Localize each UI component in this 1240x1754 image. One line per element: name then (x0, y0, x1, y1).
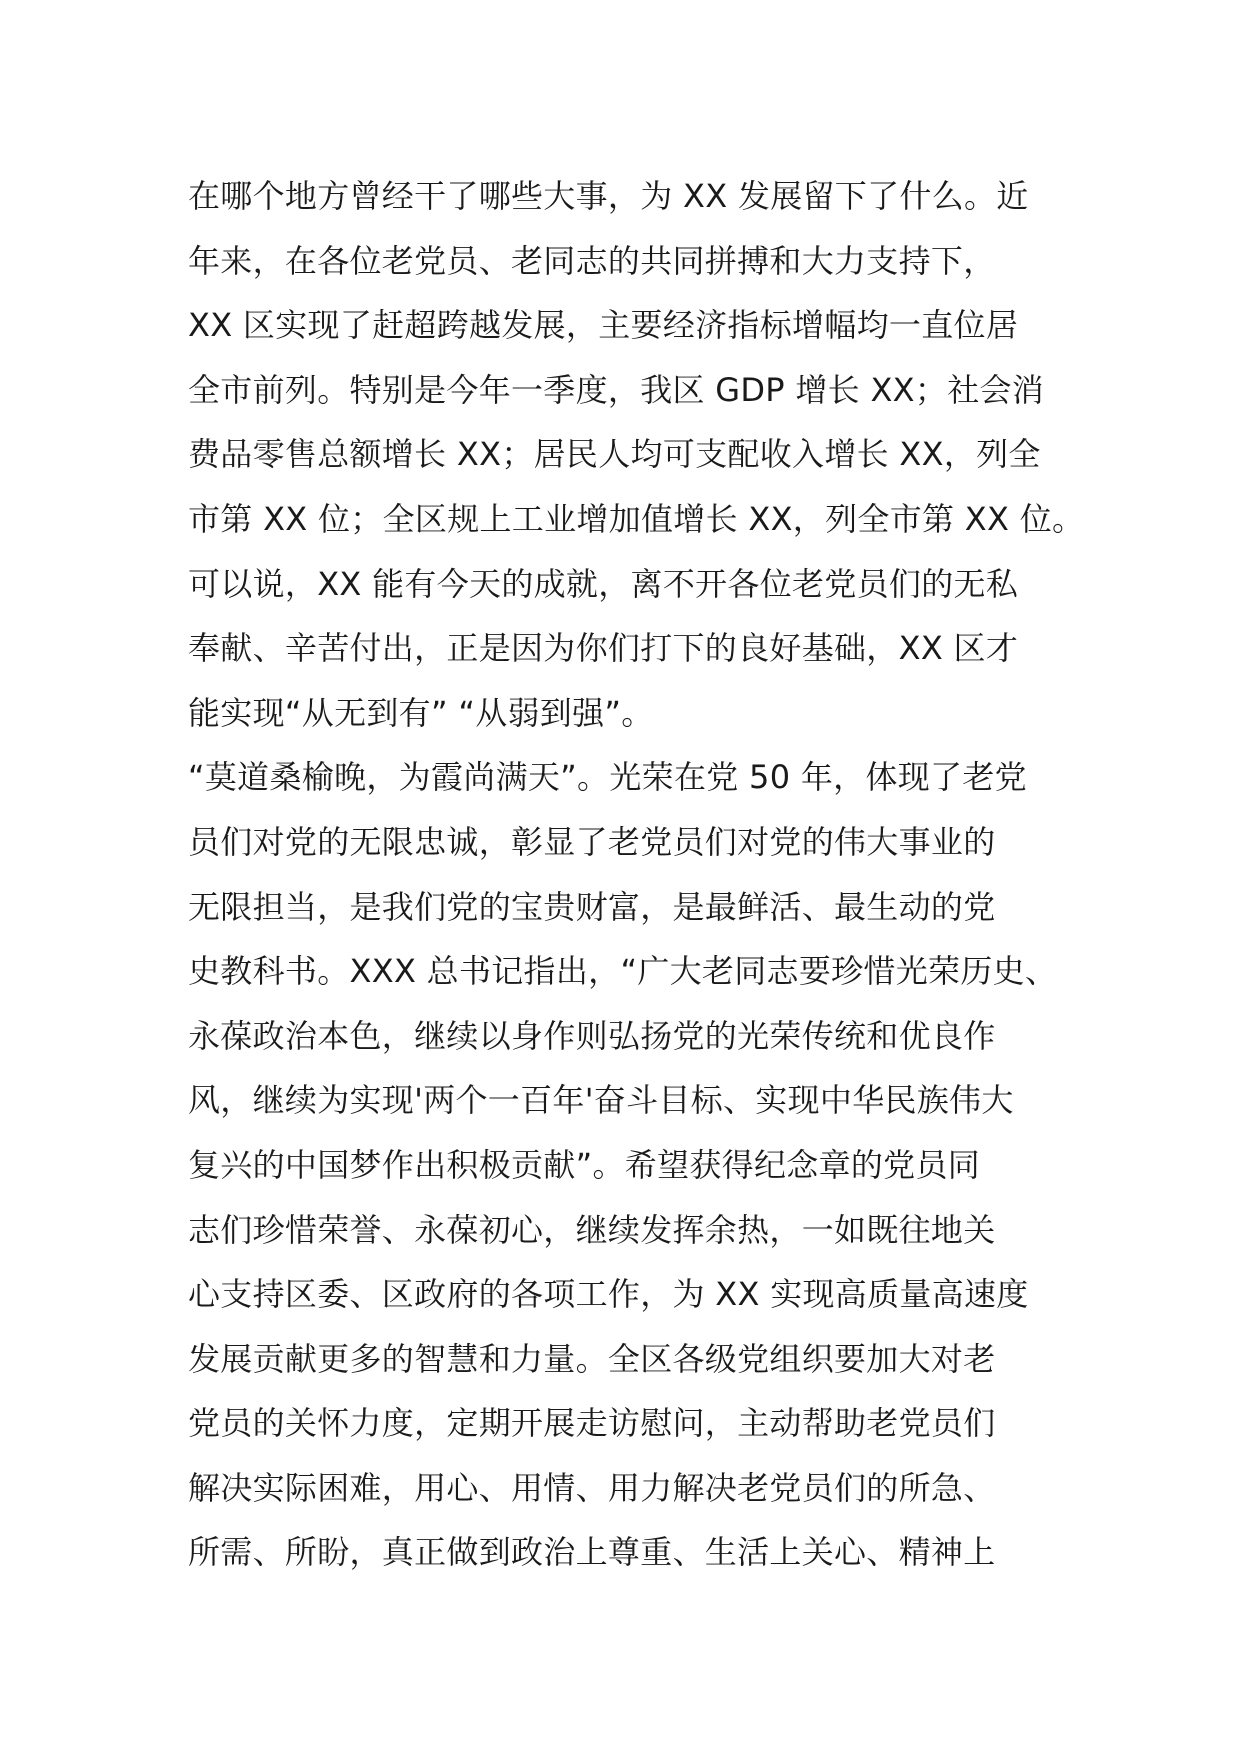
text-line: 心支持区委、区政府的各项工作，为 XX 实现高质量高速度 (188, 1275, 1029, 1314)
text-line: 无限担当，是我们党的宝贵财富，是最鲜活、最生动的党 (188, 887, 996, 926)
body-text (188, 164, 1088, 1585)
text-line: 风，继续为实现'两个一百年'奋斗目标、实现中华民族伟大 (188, 1081, 1014, 1120)
text-line: 费品零售总额增长 XX；居民人均可支配收入增长 XX，列全 (188, 435, 1041, 474)
text-line: 解决实际困难，用心、用情、用力解决老党员们的所急、 (188, 1468, 996, 1507)
text-line: 所需、所盼，真正做到政治上尊重、生活上关心、精神上 (188, 1533, 996, 1572)
text-line: 党员的关怀力度，定期开展走访慰问，主动帮助老党员们 (188, 1404, 996, 1443)
text-line: 全市前列。特别是今年一季度，我区 GDP 增长 XX；社会消 (188, 370, 1045, 409)
text-line: 复兴的中国梦作出积极贡献”。希望获得纪念章的党员同 (188, 1145, 981, 1184)
text-line: 可以说，XX 能有今天的成就，离不开各位老党员们的无私 (188, 564, 1019, 603)
text-line: 志们珍惜荣誉、永葆初心，继续发挥余热，一如既往地关 (188, 1210, 996, 1249)
text-line: 在哪个地方曾经干了哪些大事，为 XX 发展留下了什么。近 (188, 177, 1029, 215)
text-line: 史教科书。XXX 总书记指出，“广大老同志要珍惜光荣历史、 (188, 952, 1058, 991)
text-line: 年来，在各位老党员、老同志的共同拼搏和大力支持下， (188, 241, 996, 280)
text-line: 永葆政治本色，继续以身作则弘扬党的光荣传统和优良作 (188, 1016, 996, 1055)
text-line: “莫道桑榆晚，为霞尚满天”。光荣在党 50 年，体现了老党 (188, 758, 1027, 797)
text-line: 发展贡献更多的智慧和力量。全区各级党组织要加大对老 (188, 1339, 996, 1378)
text-line: 市第 XX 位；全区规上工业增加值增长 XX，列全市第 XX 位。 (188, 499, 1085, 538)
text-line: 员们对党的无限忠诚，彰显了老党员们对党的伟大事业的 (188, 822, 996, 861)
text-line: 奉献、辛苦付出，正是因为你们打下的良好基础，XX 区才 (188, 629, 1019, 668)
text-line: 能实现“从无到有” “从弱到强”。 (188, 693, 654, 732)
text-line: XX 区实现了赶超跨越发展，主要经济指标增幅均一直位居 (188, 306, 1019, 345)
